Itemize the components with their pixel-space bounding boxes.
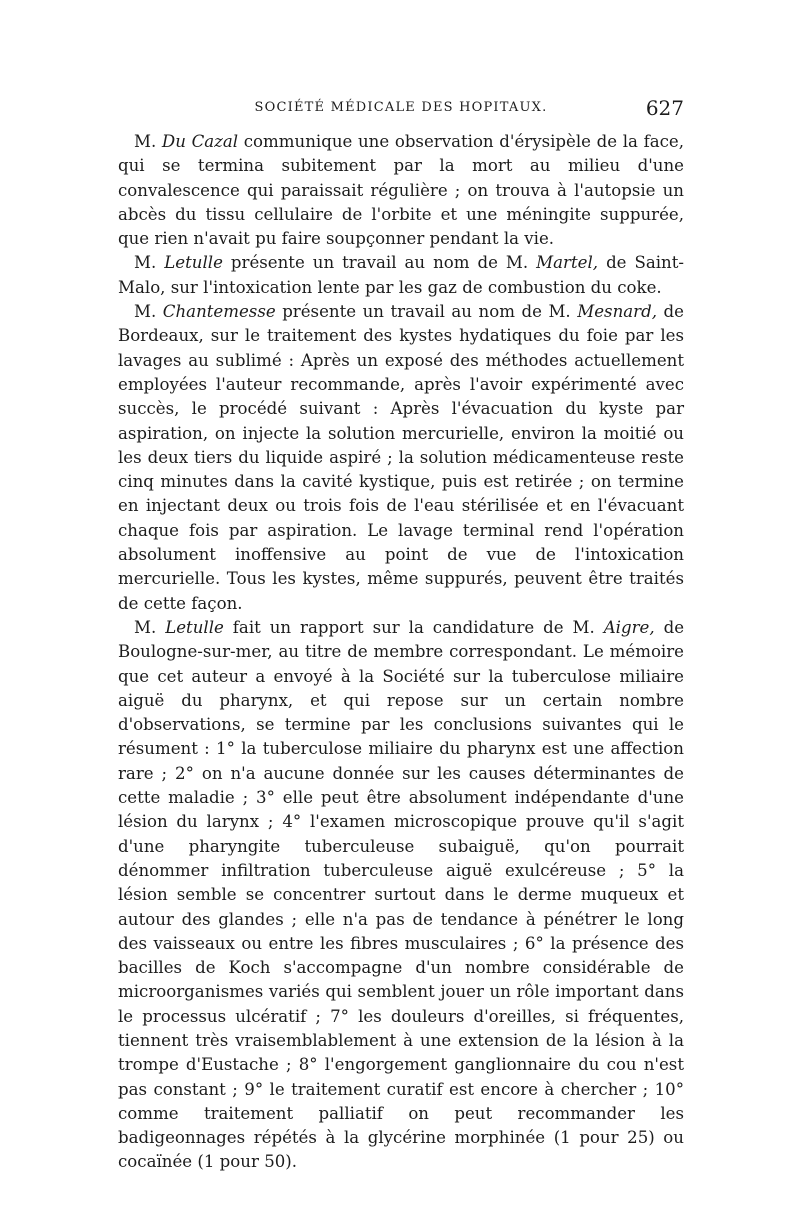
paragraph-text: de Boulogne-sur-mer, au titre de membre correspondant. Le mémoire que cet auteur a envoyé à la Société sur la tuberculose miliaire aiguë du pharynx, et qui repose sur un certain nombre d'observations, se termine par les conclusions suivantes qui le résument : 1° la tuberculose miliaire du pharynx est une affection rare ; 2° on n'a aucune donnée sur les causes déterminantes de cette maladie ; 3° elle peut être absolument indépendante d'une lésion du larynx ; 4° l'examen microscopique prouve qu'il s'agit d'une pharyngite tuberculeuse subaiguë, qu'on pourrait dénommer infiltration tuberculeuse aiguë exulcéreuse ; 5° la lésion semble se concentrer surtout dans le derme muqueux et autour des glandes ; elle n'a pas de tendance à pénétrer le long des vaisseaux ou entre les fibres musculaires ; 6° la présence des bacilles de Koch s'accompagne d'un nombre considérable de microorganismes variés qui semblent jouer un rôle important dans le processus ulcératif ; 7° les douleurs d'oreilles, si fréquentes, tiennent très vraisemblablement à une extension de la lésion à la trompe d'Eustache ; 8° l'engorgement ganglionnaire du cou n'est pas constant ; 9° le traitement curatif est encore à chercher ; 10° comme traitement palliatif on peut recommander les badigeonnages répétés à la glycérine morphinée (1 pour 25) ou cocaïnée (1 pour 50).	[118, 617, 685, 1172]
author-name: Letulle	[165, 617, 224, 637]
cited-author-name: Martel,	[536, 253, 599, 273]
author-name: Chantemesse	[162, 302, 276, 322]
paragraph-text: présente un travail au nom de M.	[230, 253, 529, 273]
paragraph-letulle-martel	[118, 251, 684, 300]
title-mister: M.	[134, 617, 157, 637]
page-number: 627	[645, 96, 684, 120]
title-mister: M.	[134, 302, 157, 322]
running-title: SOCIÉTÉ MÉDICALE DES HOPITAUX.	[254, 100, 548, 115]
text-block	[118, 130, 684, 1175]
paragraph-text: de Bordeaux, sur le traitement des kystes hydatiques du foie par les lavages au sublimé : Après un exposé des méthodes actuellement employées l'auteur recommande, après l'avoir expérimenté avec succès, le procédé suivant : Après l'évacuation du kyste par aspiration, on injecte la solution mercurielle, environ la moitié ou les deux tiers du liquide aspiré ; la solution médicamenteuse reste cinq minutes dans la cavité kystique, puis est retirée ; on termine en injectant deux ou trois fois de l'eau stérilisée et en l'évacuant chaque fois par aspiration. Le lavage terminal rend l'opération absolument inoffensive au point de vue de l'intoxication mercurielle. Tous les kystes, même suppurés, peuvent être traités de cette façon.	[118, 302, 684, 613]
cited-author-name: Aigre,	[603, 617, 655, 637]
author-name: Du Cazal	[161, 132, 239, 151]
paragraph-text: fait un rapport sur la candidature de M.	[232, 617, 595, 637]
author-name: Letulle	[164, 253, 223, 273]
paragraph-du-cazal	[118, 130, 684, 251]
paragraph-text: de Saint-Malo, sur l'intoxication lente par les gaz de combustion du coke.	[118, 253, 685, 297]
paragraph-letulle-aigre	[118, 616, 684, 1175]
title-mister: M.	[134, 132, 157, 151]
page-header	[118, 96, 684, 120]
paragraph-text: communique une observation d'érysipèle de la face, qui se termina subitement par la mort au milieu d'une convalescence qui paraissait régulière ; on trouva à l'autopsie un abcès du tissu cellulaire de l'orbite et une méningite suppurée, que rien n'avait pu faire soupçonner pendant la vie.	[118, 132, 684, 249]
paragraph-text: présente un travail au nom de M.	[282, 302, 571, 322]
paragraph-chantemesse-mesnard	[118, 300, 684, 616]
title-mister: M.	[134, 253, 157, 273]
cited-author-name: Mesnard,	[577, 302, 657, 322]
